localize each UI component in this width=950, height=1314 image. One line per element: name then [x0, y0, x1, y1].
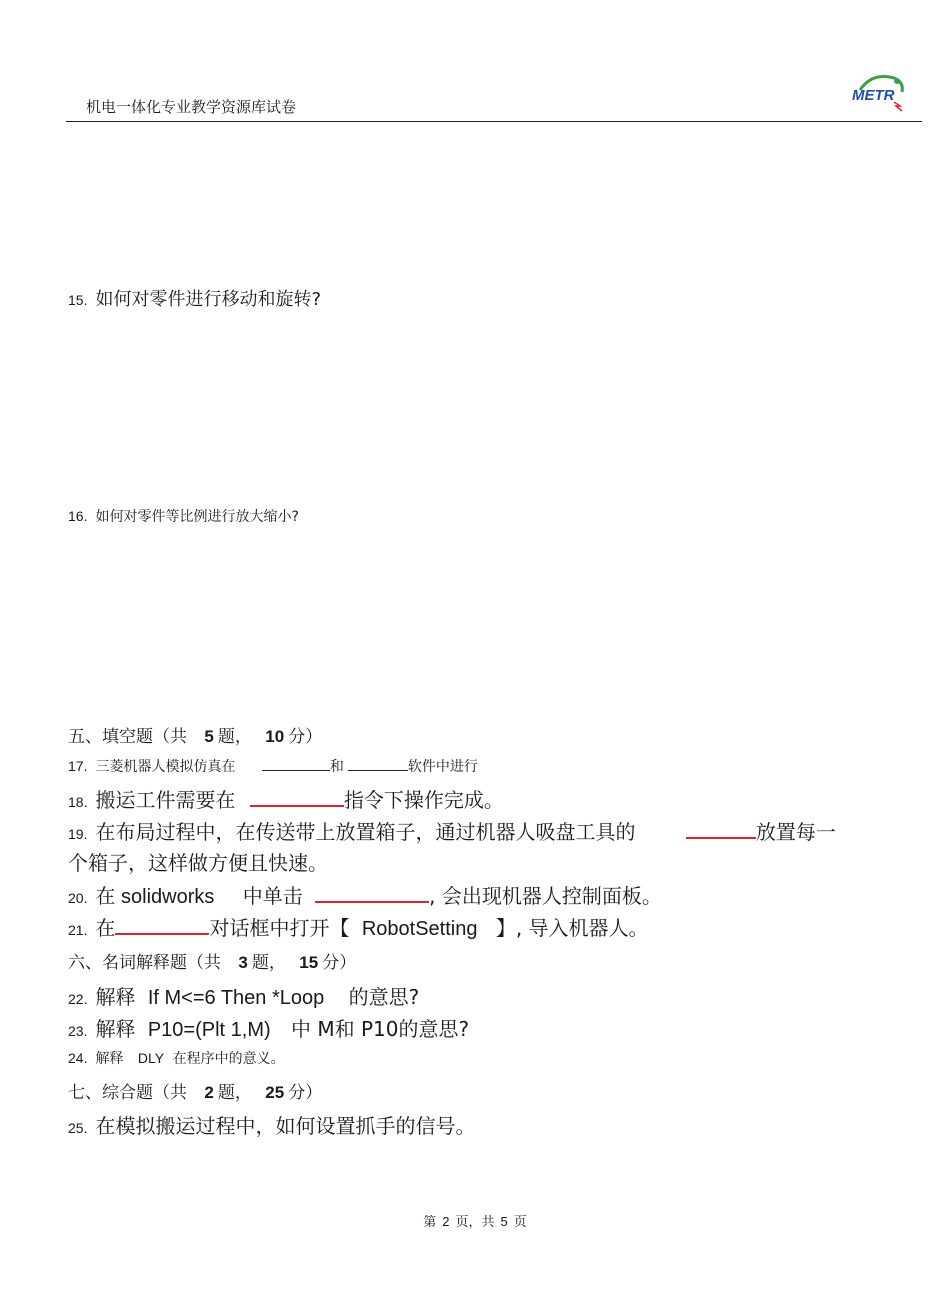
question-15 [68, 285, 321, 311]
section-end: 分） [288, 1083, 323, 1103]
question-text: RobotSetting [361, 918, 478, 940]
question-21 [68, 912, 649, 941]
question-text: 解释 [95, 1051, 124, 1067]
total-pages: 5 [500, 1214, 508, 1229]
metr-logo [850, 70, 908, 114]
page-footer [0, 1211, 950, 1230]
question-20 [68, 880, 662, 909]
question-19 [68, 816, 836, 845]
answer-blank[interactable] [686, 821, 756, 839]
footer-text: 页 [513, 1215, 527, 1230]
answer-blank[interactable] [262, 756, 330, 771]
question-24 [68, 1048, 285, 1068]
question-text: If M<=6 Then *Loop [147, 987, 325, 1009]
question-number: 16. [68, 508, 88, 524]
section-label: 五、填空题（共 [68, 727, 187, 747]
question-number: 22. [68, 991, 88, 1007]
question-23 [68, 1013, 469, 1042]
question-text: 中 M和 P10的意思? [291, 1017, 470, 1041]
section-count: 2 [204, 1083, 214, 1102]
section-heading-fill-in [68, 722, 322, 747]
question-number: 24. [68, 1050, 88, 1066]
question-text: 解释 [95, 1017, 136, 1041]
question-text: 放置每一 [755, 820, 836, 844]
section-label: 六、名词解释题（共 [68, 953, 221, 973]
answer-blank[interactable] [250, 789, 344, 807]
question-number: 20. [68, 890, 88, 906]
question-text: 在 solidworks [95, 886, 215, 908]
question-text: 在程序中的意义。 [172, 1051, 285, 1067]
question-text: 指令下操作完成。 [343, 788, 504, 812]
question-text: 如何对零件进行移动和旋转? [95, 289, 322, 310]
question-25 [68, 1110, 475, 1139]
section-label: 七、综合题（共 [68, 1083, 187, 1103]
section-heading-definitions [68, 948, 356, 973]
question-number: 17. [68, 758, 88, 774]
question-text: 三菱机器人模拟仿真在 [95, 759, 236, 775]
answer-blank[interactable] [348, 756, 408, 771]
question-text: 的意思? [348, 985, 420, 1009]
section-mid: 题， [251, 953, 286, 973]
section-mid: 题， [217, 727, 252, 747]
question-text: 在布局过程中，在传送带上放置箱子，通过机器人吸盘工具的 [95, 820, 636, 844]
question-text: 中单击 [242, 884, 303, 908]
question-22 [68, 981, 419, 1010]
question-text: 】, 导入机器人。 [495, 916, 649, 940]
question-number: 21. [68, 922, 88, 938]
section-score: 15 [299, 953, 319, 972]
section-score: 10 [265, 727, 285, 746]
question-number: 25. [68, 1120, 88, 1136]
section-heading-comprehensive [68, 1078, 322, 1103]
question-text: 软件中进行 [407, 759, 478, 775]
section-mid: 题， [217, 1083, 252, 1103]
question-text: 在 [95, 916, 116, 940]
question-text: P10=(Plt 1,M) [147, 1019, 271, 1041]
svg-text:METR: METR [852, 87, 895, 104]
question-number: 15. [68, 292, 88, 308]
question-number: 19. [68, 826, 88, 842]
page-number: 2 [442, 1214, 450, 1229]
question-text: , 会出现机器人控制面板。 [429, 884, 662, 908]
section-end: 分） [322, 953, 357, 973]
question-16 [68, 506, 299, 526]
section-score: 25 [265, 1083, 285, 1102]
question-18 [68, 784, 504, 813]
footer-text: 页，共 [455, 1215, 495, 1230]
question-text: 和 [329, 759, 344, 775]
header-divider [66, 121, 922, 122]
question-text: 在模拟搬运过程中，如何设置抓手的信号。 [95, 1114, 476, 1138]
answer-blank[interactable] [315, 885, 429, 903]
section-end: 分） [288, 727, 323, 747]
document-header-title: 机电一体化专业教学资源库试卷 [86, 98, 297, 116]
question-19-continued: 个箱子，这样做方便且快速。 [68, 851, 328, 875]
section-count: 5 [204, 727, 214, 746]
question-number: 23. [68, 1023, 88, 1039]
question-number: 18. [68, 794, 88, 810]
section-count: 3 [238, 953, 248, 972]
answer-blank[interactable] [115, 917, 209, 935]
question-text: 如何对零件等比例进行放大缩小? [95, 509, 299, 525]
footer-text: 第 [423, 1215, 437, 1230]
question-17 [68, 756, 478, 776]
question-text: 解释 [95, 985, 136, 1009]
question-text: 搬运工件需要在 [95, 788, 236, 812]
question-text: DLY [137, 1050, 165, 1066]
question-text: 对话框中打开【 [209, 916, 350, 940]
